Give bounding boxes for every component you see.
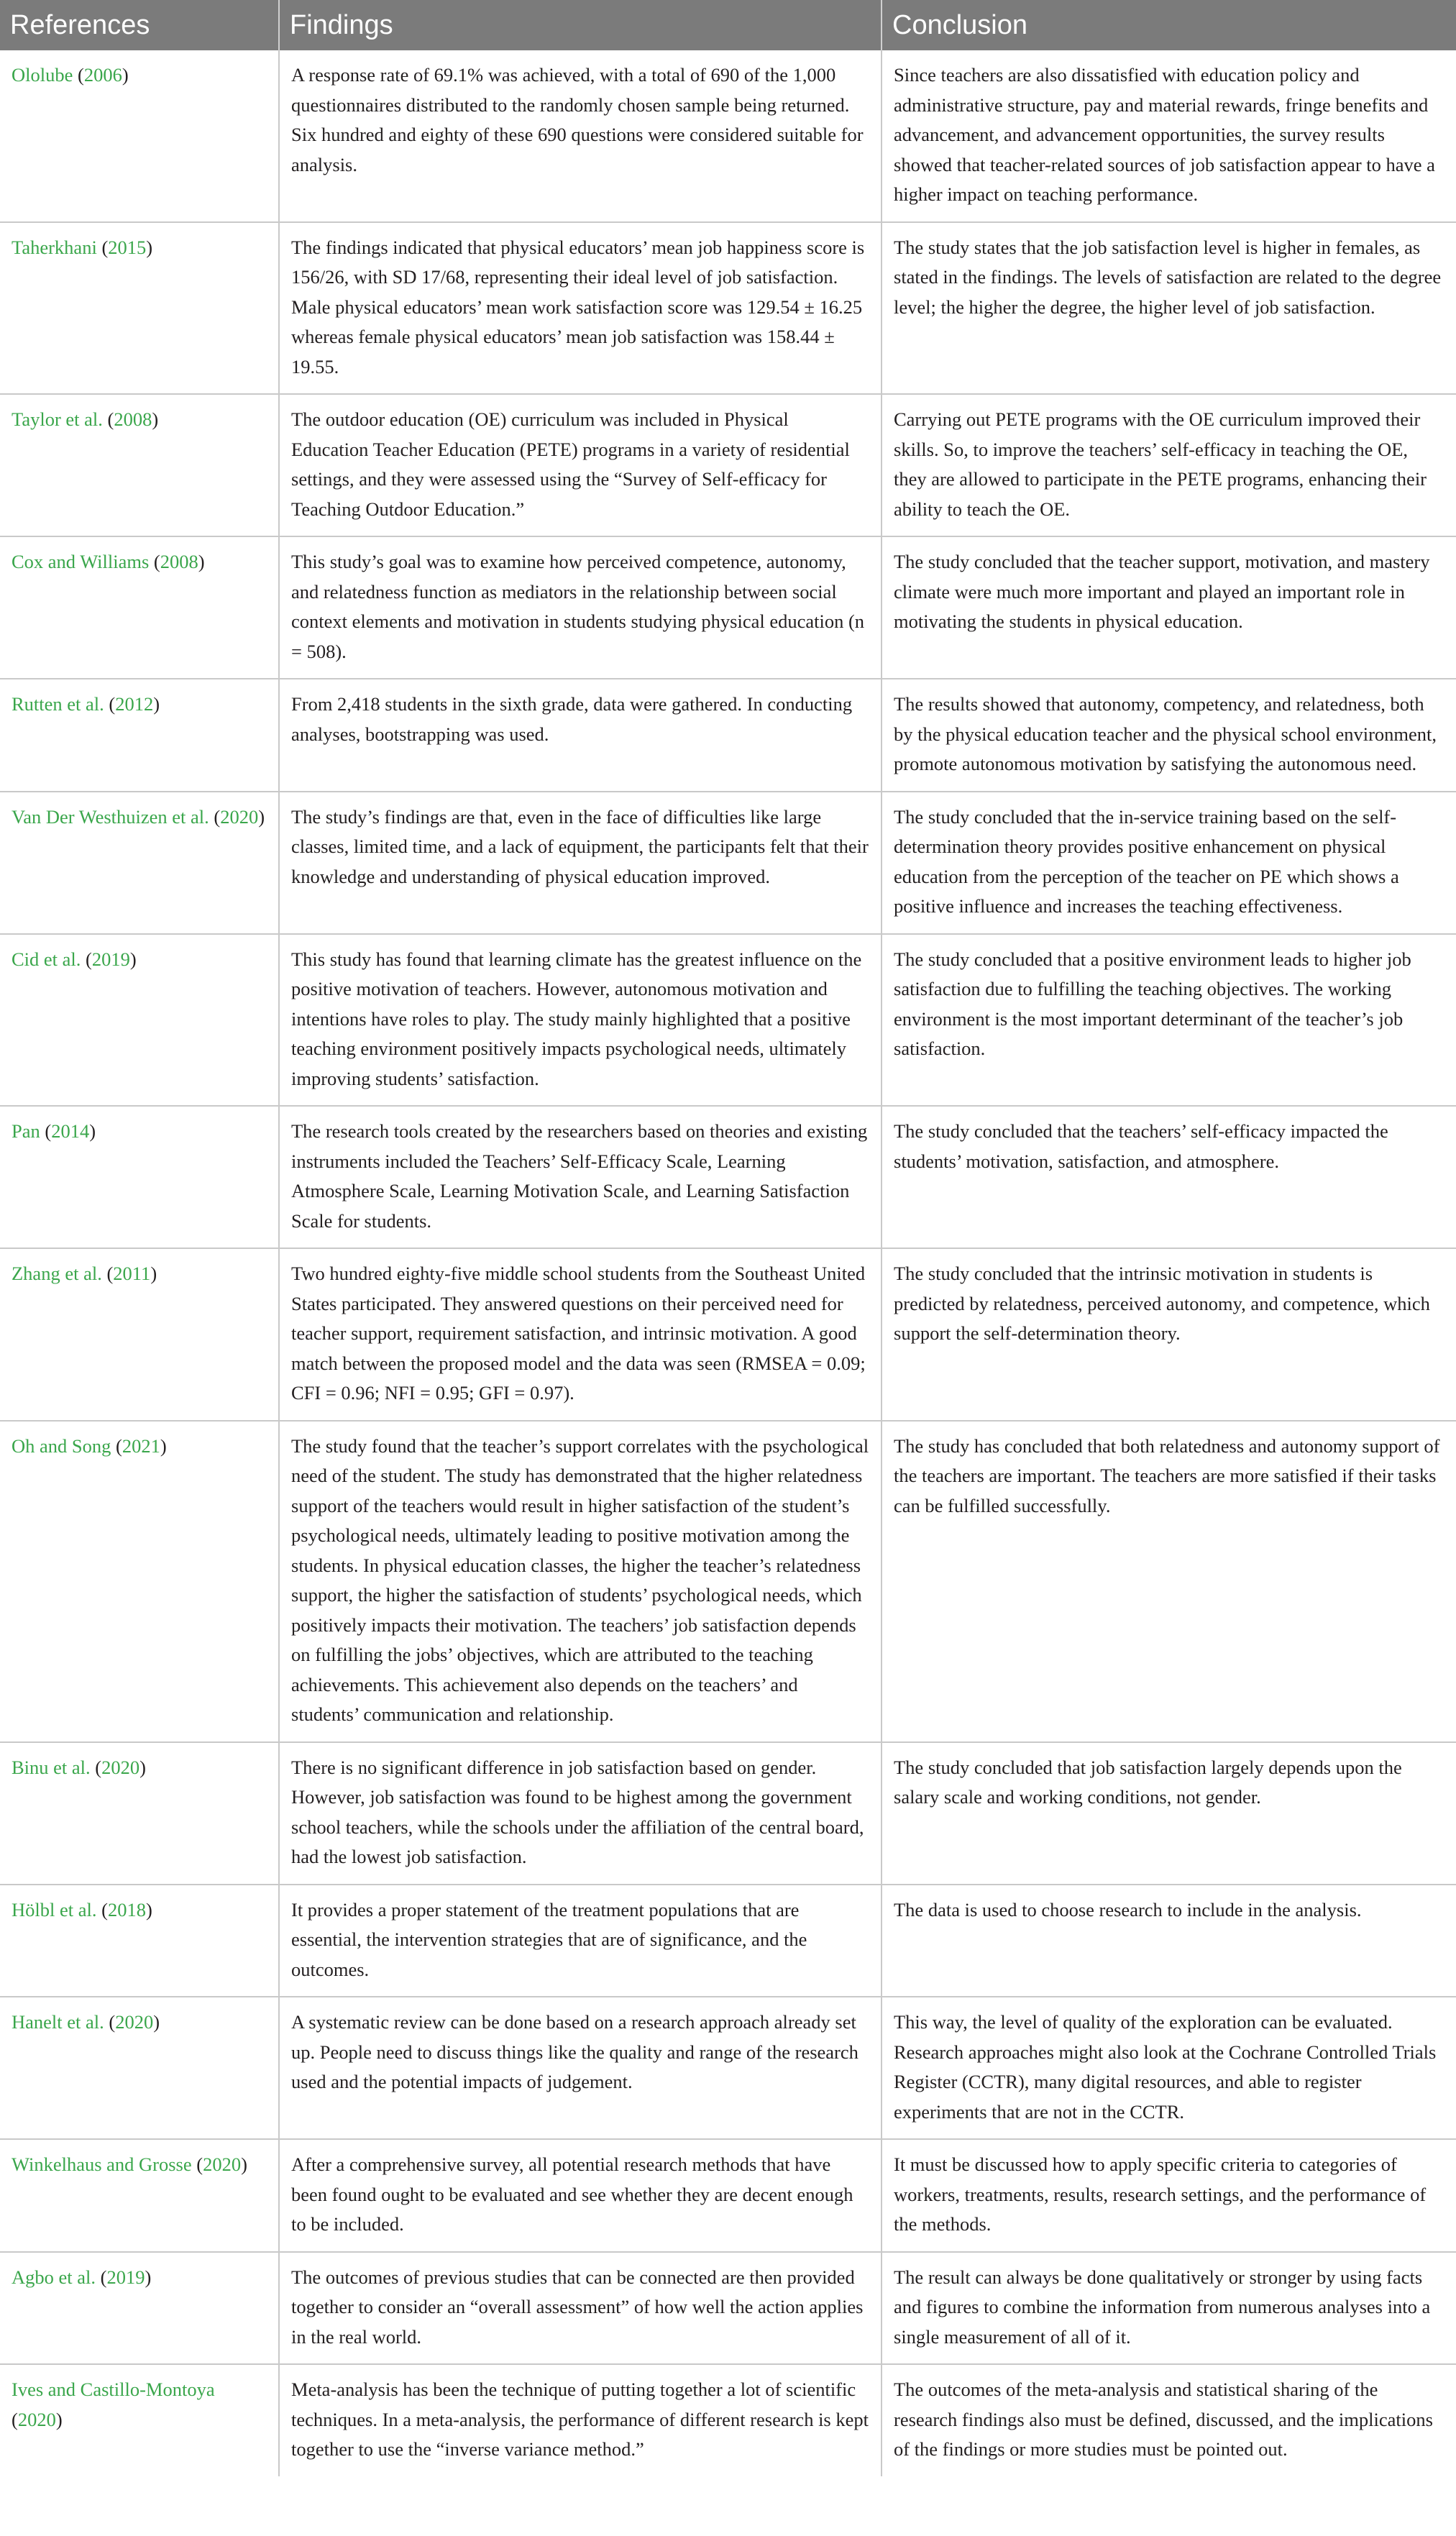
findings-cell: After a comprehensive survey, all potential research methods that have been found ought to be evaluated and see whether they are decent enough to be included. xyxy=(279,2139,882,2252)
reference-author-link[interactable]: Taylor et al. xyxy=(12,408,103,430)
reference-year-link[interactable]: 2008 xyxy=(160,551,198,572)
reference-paren: ) xyxy=(152,408,159,430)
reference-author-link[interactable]: Binu et al. xyxy=(12,1756,91,1778)
reference-year-link[interactable]: 2020 xyxy=(101,1756,140,1778)
conclusion-cell: The study concluded that job satisfaction largely depends upon the salary scale and working conditions, not gender. xyxy=(882,1742,1456,1885)
reference-author-link[interactable]: Zhang et al. xyxy=(12,1263,102,1284)
conclusion-cell: The study states that the job satisfaction level is higher in females, as stated in the findings. The levels of satisfaction are related to the degree level; the higher the degree, the higher level of job satisfaction. xyxy=(882,222,1456,395)
table-row xyxy=(0,679,1456,792)
findings-cell: The study’s findings are that, even in the face of difficulties like large classes, limited time, and a lack of equipment, the participants felt that their knowledge and understanding of physical education improved. xyxy=(279,792,882,934)
table-row xyxy=(0,536,1456,679)
reference-author-link[interactable]: Pan xyxy=(12,1120,40,1142)
table-row xyxy=(0,1106,1456,1248)
reference-author-link[interactable]: Oh and Song xyxy=(12,1434,111,1457)
findings-cell: A systematic review can be done based on a research approach already set up. People need to discuss things like the quality and range of the research used and the potential impacts of judgement. xyxy=(279,1997,882,2139)
reference-paren: ) xyxy=(129,948,137,970)
reference-author-link[interactable]: Winkelhaus and Grosse xyxy=(12,2153,192,2175)
reference-paren: ) xyxy=(258,805,265,828)
findings-cell: Two hundred eighty-five middle school students from the Southeast United States participated. They answered questions on their perceived need for teacher support, requirement satisfaction, and intrinsic motivation. A good match between the proposed model and the data was seen (RMSEA = 0.09; CFI = 0.96; NFI = 0.95; GFI = 0.97). xyxy=(279,1248,882,1421)
reference-year-link[interactable]: 2020 xyxy=(115,2011,154,2033)
reference-paren: ( xyxy=(96,236,109,258)
conclusion-cell: Carrying out PETE programs with the OE curriculum improved their skills. So, to improve the teachers’ self-efficacy in teaching the OE, they are allowed to participate in the PETE programs, enhancing their ability to teach the OE. xyxy=(882,394,1456,536)
reference-paren: ( xyxy=(96,1898,108,1921)
conclusion-cell: It must be discussed how to apply specific criteria to categories of workers, treatments, results, research settings, and the performance of the methods. xyxy=(882,2139,1456,2252)
reference-author-link[interactable]: Agbo et al. xyxy=(12,2266,96,2288)
reference-year-link[interactable]: 2020 xyxy=(220,805,259,828)
reference-cell xyxy=(0,2139,279,2252)
reference-paren: ) xyxy=(153,693,160,715)
conclusion-cell: This way, the level of quality of the exploration can be evaluated. Research approaches might also look at the Cochrane Controlled Trials Register (CCTR), many digital resources, and able to register experiments that are not in the CCTR. xyxy=(882,1997,1456,2139)
reference-year-link[interactable]: 2014 xyxy=(51,1120,90,1142)
conclusion-cell: The study concluded that the teachers’ self-efficacy impacted the students’ motivation, satisfaction, and atmosphere. xyxy=(882,1106,1456,1248)
table-row xyxy=(0,1248,1456,1421)
conclusion-cell: The outcomes of the meta-analysis and statistical sharing of the research findings also must be defined, discussed, and the implications of the findings or more studies must be pointed out. xyxy=(894,2379,1433,2460)
reference-cell xyxy=(0,2252,279,2365)
reference-author-link[interactable]: Hölbl et al. xyxy=(12,1898,97,1921)
table-row xyxy=(0,2252,1456,2365)
reference-paren: ( xyxy=(111,1434,122,1457)
reference-paren: ) xyxy=(145,1898,152,1921)
reference-year-link[interactable]: 2020 xyxy=(203,2153,242,2175)
table-header xyxy=(0,0,1456,50)
reference-paren: ) xyxy=(146,236,153,258)
reference-paren: ) xyxy=(150,1263,157,1284)
table-row xyxy=(0,222,1456,395)
reference-year-link[interactable]: 2018 xyxy=(107,1898,146,1921)
reference-paren: ( xyxy=(101,1263,114,1284)
reference-paren: ) xyxy=(55,2408,63,2430)
reference-author-link[interactable]: Ives and Castillo-Montoya xyxy=(12,2379,215,2400)
conclusion-cell: Since teachers are also dissatisfied with education policy and administrative structure, pay and material rewards, fringe benefits and advancement, and advancement opportunities, the survey results showed that teacher-related sources of job satisfaction appear to have a higher impact on teaching performance. xyxy=(882,50,1456,222)
conclusion-cell: The study concluded that the teacher support, motivation, and mastery climate were much more important and played an important role in motivating the students in physical education. xyxy=(882,536,1456,679)
table-row xyxy=(0,1421,1456,1742)
reference-paren: ( xyxy=(104,2011,116,2033)
findings-cell: This study’s goal was to examine how perceived competence, autonomy, and relatedness function as mediators in the relationship between social context elements and motivation in students studying physical education (n = 508). xyxy=(279,536,882,679)
header-row xyxy=(0,0,1456,50)
reference-paren: ) xyxy=(89,1120,96,1142)
reference-author-link[interactable]: Hanelt et al. xyxy=(12,2011,104,2033)
reference-cell xyxy=(0,792,279,934)
reference-paren: ) xyxy=(153,2011,160,2033)
conclusion-cell: The study concluded that the in-service training based on the self-determination theory provides positive enhancement on physical education from the perception of the teacher on PE which shows a positive influence and increases the teaching effectiveness. xyxy=(882,792,1456,934)
reference-year-link[interactable]: 2021 xyxy=(122,1434,160,1457)
reference-cell xyxy=(0,2364,279,2476)
reference-author-link[interactable]: Rutten et al. xyxy=(12,693,104,715)
table-row xyxy=(0,2139,1456,2252)
reference-paren: ( xyxy=(12,2408,18,2430)
reference-paren: ) xyxy=(241,2153,247,2175)
table-row xyxy=(0,2364,1456,2476)
reference-year-link[interactable]: 2019 xyxy=(91,948,130,970)
reference-cell xyxy=(0,1421,279,1742)
reference-year-link[interactable]: 2020 xyxy=(17,2408,56,2430)
findings-cell: The study found that the teacher’s support correlates with the psychological need of the student. The study has demonstrated that the higher relatedness support of the teachers would result in higher satisfaction of the student’s psychological needs, ultimately leading to positive motivation among the students. In physical education classes, the higher the teacher’s relatedness support, the higher the satisfaction of students’ psychological needs, which positively impacts their motivation. The teachers’ job satisfaction depends on fulfilling the jobs’ objectives, which are attributed to the teaching achievements. This achievement also depends on the teachers’ and students’ communication and relationship. xyxy=(279,1421,882,1742)
reference-paren: ) xyxy=(145,2266,152,2288)
reference-cell xyxy=(0,536,279,679)
reference-paren: ) xyxy=(160,1434,167,1457)
reference-author-link[interactable]: Taherkhani xyxy=(12,236,97,258)
reference-author-link[interactable]: Cox and Williams xyxy=(12,551,150,572)
reference-cell xyxy=(0,1248,279,1421)
reference-cell xyxy=(0,934,279,1107)
findings-cell: A response rate of 69.1% was achieved, with a total of 690 of the 1,000 questionnaires distributed to the randomly chosen sample being returned. Six hundred and eighty of these 690 questions were considered suitable for analysis. xyxy=(279,50,882,222)
table-row xyxy=(0,792,1456,934)
header-references: References xyxy=(0,0,279,50)
reference-paren: ( xyxy=(149,551,160,572)
conclusion-cell: The study concluded that a positive environment leads to higher job satisfaction due to fulfilling the teaching objectives. The working environment is the most important determinant of the teacher’s job satisfaction. xyxy=(882,934,1456,1107)
reference-author-link[interactable]: Van Der Westhuizen et al. xyxy=(12,805,209,828)
findings-cell: The research tools created by the researchers based on theories and existing instruments included the Teachers’ Self-Efficacy Scale, Learning Atmosphere Scale, Learning Motivation Scale, and Learning Satisfaction Scale for students. xyxy=(279,1106,882,1248)
table-row xyxy=(0,1885,1456,1997)
reference-author-link[interactable]: Cid et al. xyxy=(12,948,81,970)
table-row xyxy=(0,1742,1456,1885)
reference-year-link[interactable]: 2006 xyxy=(83,64,122,86)
conclusion-cell: The study concluded that the intrinsic motivation in students is predicted by relatedness, perceived autonomy, and competence, which support the self-determination theory. xyxy=(882,1248,1456,1421)
conclusion-cell: The study has concluded that both relatedness and autonomy support of the teachers are important. The teachers are more satisfied if their tasks can be fulfilled successfully. xyxy=(882,1421,1456,1742)
reference-year-link[interactable]: 2019 xyxy=(106,2266,145,2288)
findings-cell: The findings indicated that physical educators’ mean job happiness score is 156/26, with SD 17/68, representing their ideal level of job satisfaction. Male physical educators’ mean work satisfaction score was 129.54 ± 16.25 whereas female physical educators’ mean job satisfaction was 158.44 ± 19.55. xyxy=(279,222,882,395)
reference-paren: ) xyxy=(139,1756,146,1778)
reference-paren: ( xyxy=(209,805,221,828)
reference-cell xyxy=(0,1885,279,1997)
reference-cell xyxy=(0,1997,279,2139)
reference-year-link[interactable]: 2011 xyxy=(113,1263,151,1284)
reference-cell xyxy=(0,1742,279,1885)
reference-paren: ) xyxy=(122,64,129,86)
findings-cell: From 2,418 students in the sixth grade, data were gathered. In conducting analyses, bootstrapping was used. xyxy=(279,679,882,792)
conclusion-cell: The data is used to choose research to include in the analysis. xyxy=(882,1885,1456,1997)
header-conclusion: Conclusion xyxy=(882,0,1456,50)
conclusion-cell: The results showed that autonomy, competency, and relatedness, both by the physical education teacher and the physical school environment, promote autonomous motivation by satisfying the autonomous need. xyxy=(882,679,1456,792)
table-body xyxy=(0,50,1456,2476)
reference-cell xyxy=(0,679,279,792)
reference-paren: ( xyxy=(104,693,116,715)
findings-cell: Meta-analysis has been the technique of putting together a lot of scientific techniques. In a meta-analysis, the performance of different research is kept together to use the “inverse variance method.” xyxy=(279,2364,882,2476)
conclusion-cell: The result can always be done qualitatively or stronger by using facts and figures to combine the information from numerous analyses into a single measurement of all of it. xyxy=(882,2252,1456,2365)
reference-year-link[interactable]: 2015 xyxy=(108,236,147,258)
reference-year-link[interactable]: 2008 xyxy=(114,408,152,430)
table-row xyxy=(0,934,1456,1107)
reference-paren: ( xyxy=(90,1756,102,1778)
reference-year-link[interactable]: 2012 xyxy=(115,693,154,715)
reference-paren: ( xyxy=(102,408,114,430)
reference-paren: ( xyxy=(73,64,84,86)
findings-cell: It provides a proper statement of the treatment populations that are essential, the intervention strategies that are of significance, and the outcomes. xyxy=(279,1885,882,1997)
header-findings: Findings xyxy=(279,0,882,50)
reference-cell xyxy=(0,394,279,536)
findings-cell: The outdoor education (OE) curriculum was included in Physical Education Teacher Education (PETE) programs in a variety of residential settings, and they were assessed using the “Survey of Self-efficacy for Teaching Outdoor Education.” xyxy=(279,394,882,536)
findings-cell: There is no significant difference in job satisfaction based on gender. However, job satisfaction was found to be highest among the government school teachers, while the schools under the affiliation of the central board, had the lowest job satisfaction. xyxy=(279,1742,882,1885)
reference-cell xyxy=(0,50,279,222)
reference-paren: ( xyxy=(96,2266,107,2288)
reference-paren: ( xyxy=(81,948,92,970)
findings-cell: The outcomes of previous studies that can be connected are then provided together to consider an “overall assessment” of how well the action applies in the real world. xyxy=(279,2252,882,2365)
reference-cell xyxy=(0,1106,279,1248)
reference-cell xyxy=(0,222,279,395)
reference-paren: ) xyxy=(198,551,205,572)
reference-author-link[interactable]: Ololube xyxy=(12,64,73,86)
reference-paren: ( xyxy=(40,1120,52,1142)
table-row xyxy=(0,394,1456,536)
reference-paren: ( xyxy=(191,2153,203,2175)
table-row xyxy=(0,1997,1456,2139)
findings-cell: This study has found that learning climate has the greatest influence on the positive motivation of teachers. However, autonomous motivation and intentions have roles to play. The study mainly highlighted that a positive teaching environment positively impacts psychological needs, ultimately improving students’ satisfaction. xyxy=(279,934,882,1107)
table-row xyxy=(0,50,1456,222)
